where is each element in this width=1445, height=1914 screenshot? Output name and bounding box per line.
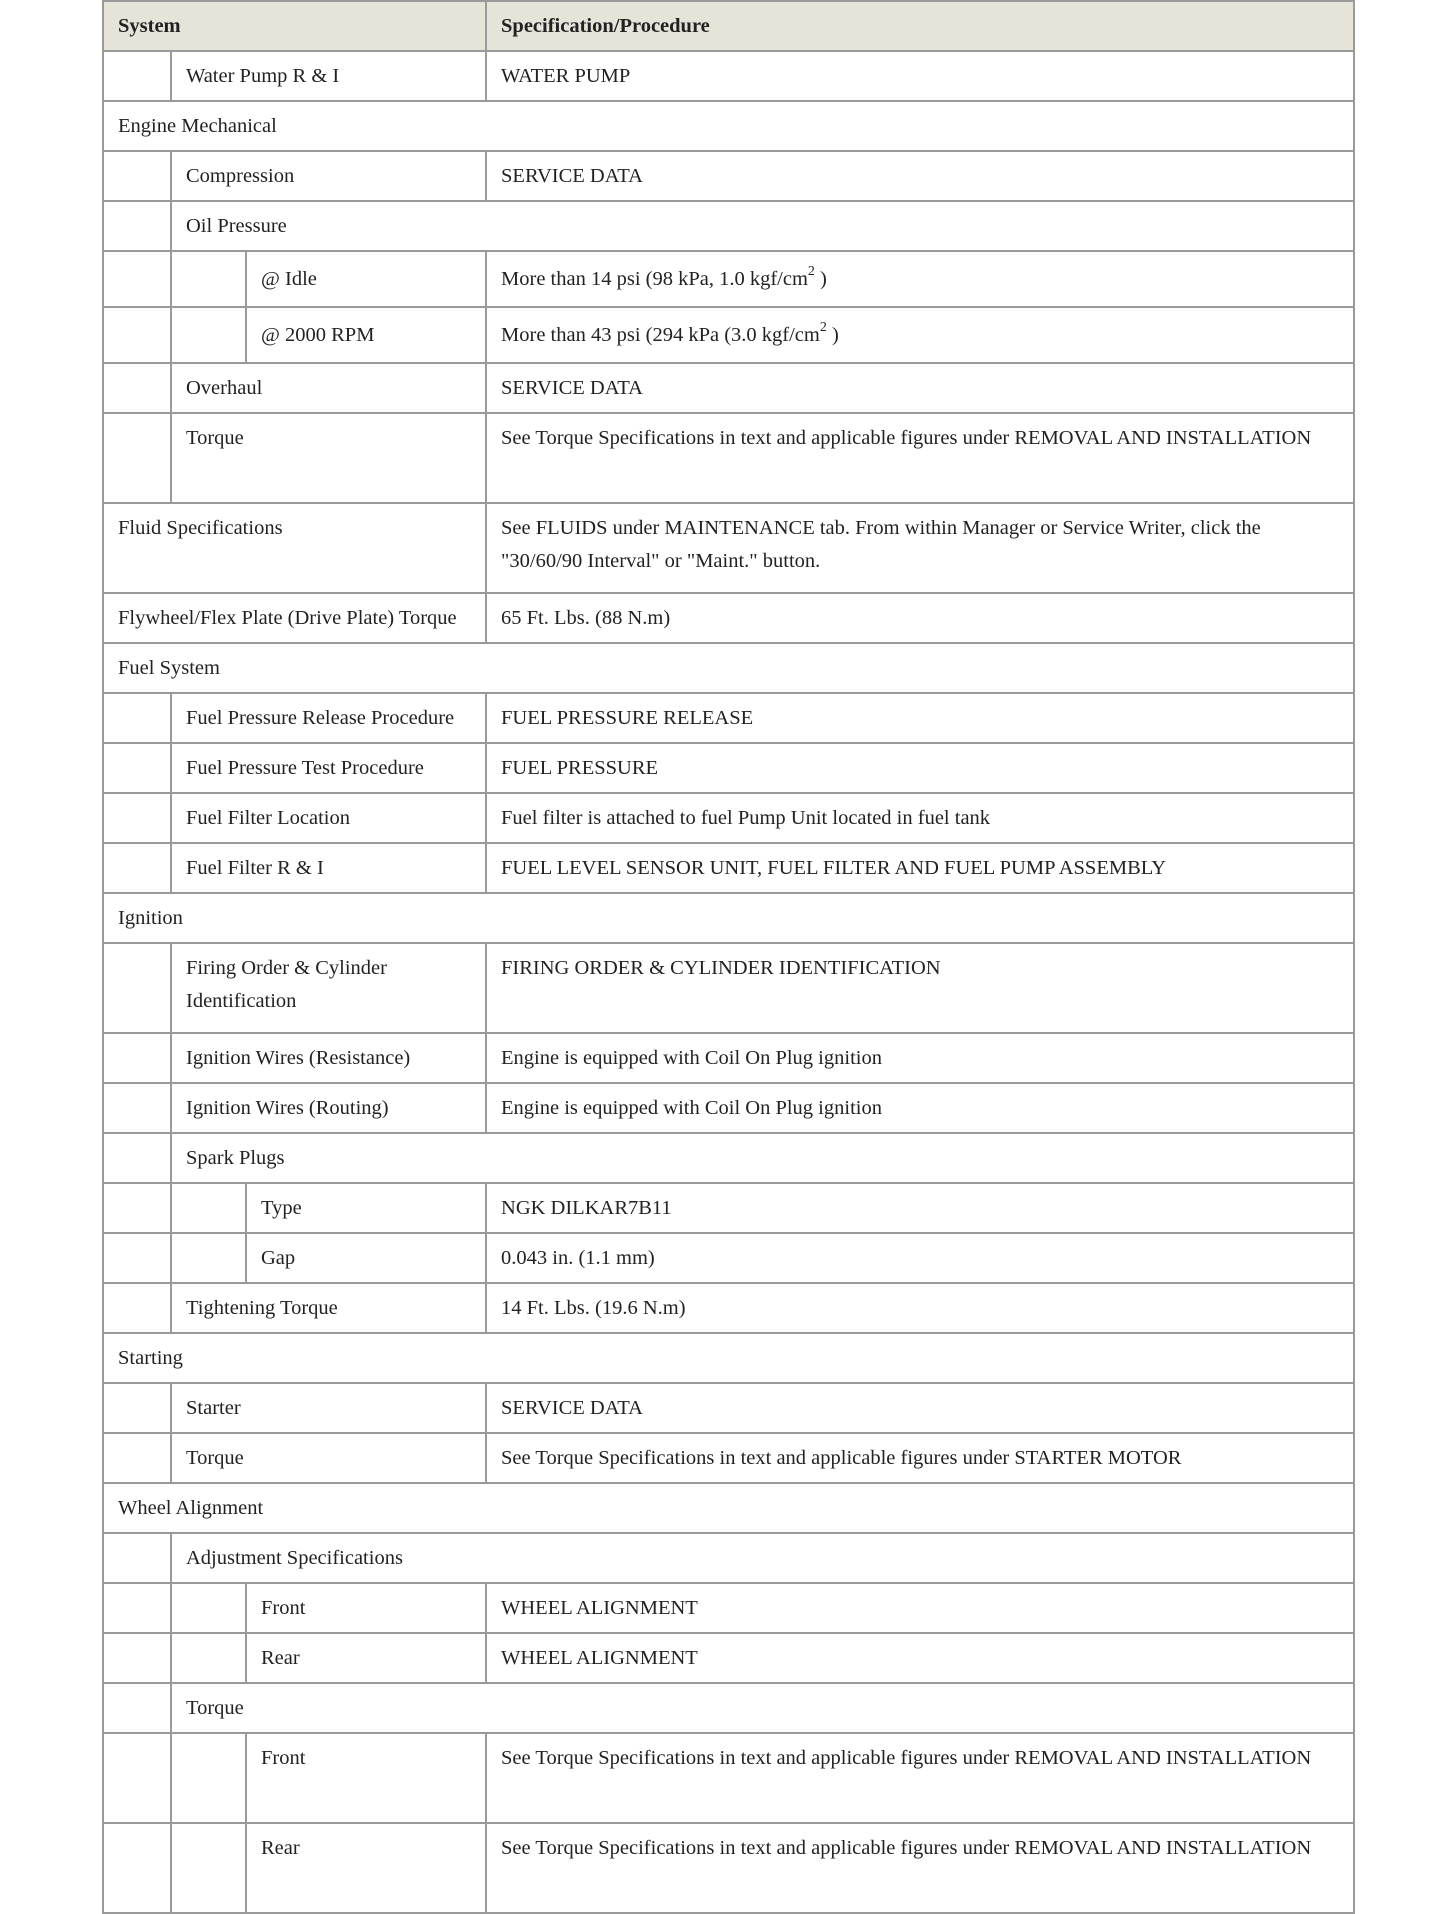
indent-cell xyxy=(103,1283,171,1333)
indent-cell xyxy=(103,843,171,893)
table-row xyxy=(103,413,1354,503)
row-system-name: Ignition Wires (Routing) xyxy=(171,1083,486,1133)
table-row xyxy=(103,51,1354,101)
row-system-name: Starter xyxy=(171,1383,486,1433)
indent-cell xyxy=(171,1823,246,1913)
row-system-name: Wheel Alignment xyxy=(103,1483,1354,1533)
row-system-name: Flywheel/Flex Plate (Drive Plate) Torque xyxy=(103,593,486,643)
row-system-name: @ 2000 RPM xyxy=(246,307,486,363)
indent-cell xyxy=(103,151,171,201)
indent-cell xyxy=(171,1183,246,1233)
row-system-name: Adjustment Specifications xyxy=(171,1533,1354,1583)
indent-cell xyxy=(171,1233,246,1283)
row-system-name: Rear xyxy=(246,1633,486,1683)
indent-cell xyxy=(103,1033,171,1083)
indent-cell xyxy=(171,251,246,307)
table-row xyxy=(103,1633,1354,1683)
indent-cell xyxy=(103,201,171,251)
table-row xyxy=(103,503,1354,593)
indent-cell xyxy=(103,1133,171,1183)
row-system-name: Ignition Wires (Resistance) xyxy=(171,1033,486,1083)
row-spec-value: See Torque Specifications in text and applicable figures under REMOVAL AND INSTALLATION xyxy=(486,1733,1354,1823)
row-spec-value: NGK DILKAR7B11 xyxy=(486,1183,1354,1233)
indent-cell xyxy=(103,793,171,843)
row-spec-value: 14 Ft. Lbs. (19.6 N.m) xyxy=(486,1283,1354,1333)
indent-cell xyxy=(103,363,171,413)
indent-cell xyxy=(171,307,246,363)
row-system-name: Type xyxy=(246,1183,486,1233)
indent-cell xyxy=(103,1383,171,1433)
row-system-name: Torque xyxy=(171,1433,486,1483)
table-row xyxy=(103,1823,1354,1913)
row-spec-value: SERVICE DATA xyxy=(486,1383,1354,1433)
spec-text: More than 43 psi (294 kPa (3.0 kgf/cm xyxy=(501,323,820,346)
row-system-name: Tightening Torque xyxy=(171,1283,486,1333)
row-system-name: Torque xyxy=(171,413,486,503)
row-spec-value: See FLUIDS under MAINTENANCE tab. From within Manager or Service Writer, click the "30/60/90 Interval" or "Maint." button. xyxy=(486,503,1354,593)
indent-cell xyxy=(103,943,171,1033)
table-row xyxy=(103,1583,1354,1633)
row-system-name: Firing Order & Cylinder Identification xyxy=(171,943,486,1033)
row-system-name: Compression xyxy=(171,151,486,201)
row-spec-value: SERVICE DATA xyxy=(486,363,1354,413)
row-spec-value: WHEEL ALIGNMENT xyxy=(486,1633,1354,1683)
table-row xyxy=(103,1733,1354,1823)
row-system-name: Spark Plugs xyxy=(171,1133,1354,1183)
row-spec-value: See Torque Specifications in text and applicable figures under REMOVAL AND INSTALLATION xyxy=(486,413,1354,503)
indent-cell xyxy=(103,307,171,363)
table-row xyxy=(103,307,1354,363)
row-system-name: @ Idle xyxy=(246,251,486,307)
row-system-name: Fuel Pressure Release Procedure xyxy=(171,693,486,743)
indent-cell xyxy=(103,1733,171,1823)
header-system: System xyxy=(103,1,486,51)
table-row xyxy=(103,1433,1354,1483)
row-spec-value: 0.043 in. (1.1 mm) xyxy=(486,1233,1354,1283)
row-system-name: Fuel Filter Location xyxy=(171,793,486,843)
table-row xyxy=(103,1333,1354,1383)
row-system-name: Rear xyxy=(246,1823,486,1913)
row-spec-value: WHEEL ALIGNMENT xyxy=(486,1583,1354,1633)
table-row xyxy=(103,743,1354,793)
row-system-name: Fuel Pressure Test Procedure xyxy=(171,743,486,793)
row-spec-value: Engine is equipped with Coil On Plug ignition xyxy=(486,1033,1354,1083)
row-spec-value: FIRING ORDER & CYLINDER IDENTIFICATION xyxy=(486,943,1354,1033)
table-row xyxy=(103,1233,1354,1283)
row-spec-value: 65 Ft. Lbs. (88 N.m) xyxy=(486,593,1354,643)
row-system-name: Front xyxy=(246,1583,486,1633)
row-spec-value: Fuel filter is attached to fuel Pump Unit located in fuel tank xyxy=(486,793,1354,843)
table-row xyxy=(103,251,1354,307)
spec-superscript: 2 xyxy=(807,263,815,279)
spec-text-tail: ) xyxy=(826,323,839,346)
row-spec-value: WATER PUMP xyxy=(486,51,1354,101)
row-spec-value: FUEL LEVEL SENSOR UNIT, FUEL FILTER AND FUEL PUMP ASSEMBLY xyxy=(486,843,1354,893)
row-system-name: Overhaul xyxy=(171,363,486,413)
table-row xyxy=(103,1533,1354,1583)
spec-body xyxy=(103,51,1354,1913)
row-system-name: Fluid Specifications xyxy=(103,503,486,593)
table-row xyxy=(103,151,1354,201)
row-spec-value: See Torque Specifications in text and applicable figures under STARTER MOTOR xyxy=(486,1433,1354,1483)
indent-cell xyxy=(103,251,171,307)
row-system-name: Starting xyxy=(103,1333,1354,1383)
indent-cell xyxy=(103,1233,171,1283)
row-system-name: Oil Pressure xyxy=(171,201,1354,251)
row-system-name: Torque xyxy=(171,1683,1354,1733)
indent-cell xyxy=(103,1633,171,1683)
table-row xyxy=(103,793,1354,843)
table-row xyxy=(103,363,1354,413)
table-row xyxy=(103,1283,1354,1333)
row-system-name: Fuel Filter R & I xyxy=(171,843,486,893)
indent-cell xyxy=(171,1733,246,1823)
table-row xyxy=(103,1683,1354,1733)
row-system-name: Ignition xyxy=(103,893,1354,943)
indent-cell xyxy=(103,1823,171,1913)
row-system-name: Engine Mechanical xyxy=(103,101,1354,151)
table-row xyxy=(103,1383,1354,1433)
table-row xyxy=(103,1183,1354,1233)
indent-cell xyxy=(103,1583,171,1633)
table-row xyxy=(103,843,1354,893)
table-row xyxy=(103,1483,1354,1533)
indent-cell xyxy=(103,1683,171,1733)
indent-cell xyxy=(103,693,171,743)
row-spec-value xyxy=(486,251,1354,307)
row-spec-value: FUEL PRESSURE xyxy=(486,743,1354,793)
indent-cell xyxy=(103,1083,171,1133)
row-system-name: Front xyxy=(246,1733,486,1823)
table-row xyxy=(103,943,1354,1033)
row-spec-value xyxy=(486,307,1354,363)
spec-table xyxy=(102,0,1355,1914)
row-spec-value: See Torque Specifications in text and applicable figures under REMOVAL AND INSTALLATION xyxy=(486,1823,1354,1913)
spec-text-tail: ) xyxy=(814,267,827,290)
row-system-name: Gap xyxy=(246,1233,486,1283)
table-row xyxy=(103,1033,1354,1083)
table-row xyxy=(103,101,1354,151)
row-system-name: Fuel System xyxy=(103,643,1354,693)
indent-cell xyxy=(171,1583,246,1633)
spec-text: More than 14 psi (98 kPa, 1.0 kgf/cm xyxy=(501,267,808,290)
table-row xyxy=(103,693,1354,743)
indent-cell xyxy=(103,743,171,793)
header-spec: Specification/Procedure xyxy=(486,1,1354,51)
indent-cell xyxy=(171,1633,246,1683)
indent-cell xyxy=(103,1533,171,1583)
table-row xyxy=(103,893,1354,943)
table-row xyxy=(103,201,1354,251)
header-row xyxy=(103,1,1354,51)
table-row xyxy=(103,1083,1354,1133)
indent-cell xyxy=(103,1433,171,1483)
indent-cell xyxy=(103,413,171,503)
row-spec-value: SERVICE DATA xyxy=(486,151,1354,201)
table-row xyxy=(103,593,1354,643)
row-system-name: Water Pump R & I xyxy=(171,51,486,101)
row-spec-value: FUEL PRESSURE RELEASE xyxy=(486,693,1354,743)
table-row xyxy=(103,1133,1354,1183)
spec-superscript: 2 xyxy=(819,319,827,335)
indent-cell xyxy=(103,51,171,101)
table-row xyxy=(103,643,1354,693)
indent-cell xyxy=(103,1183,171,1233)
row-spec-value: Engine is equipped with Coil On Plug ignition xyxy=(486,1083,1354,1133)
